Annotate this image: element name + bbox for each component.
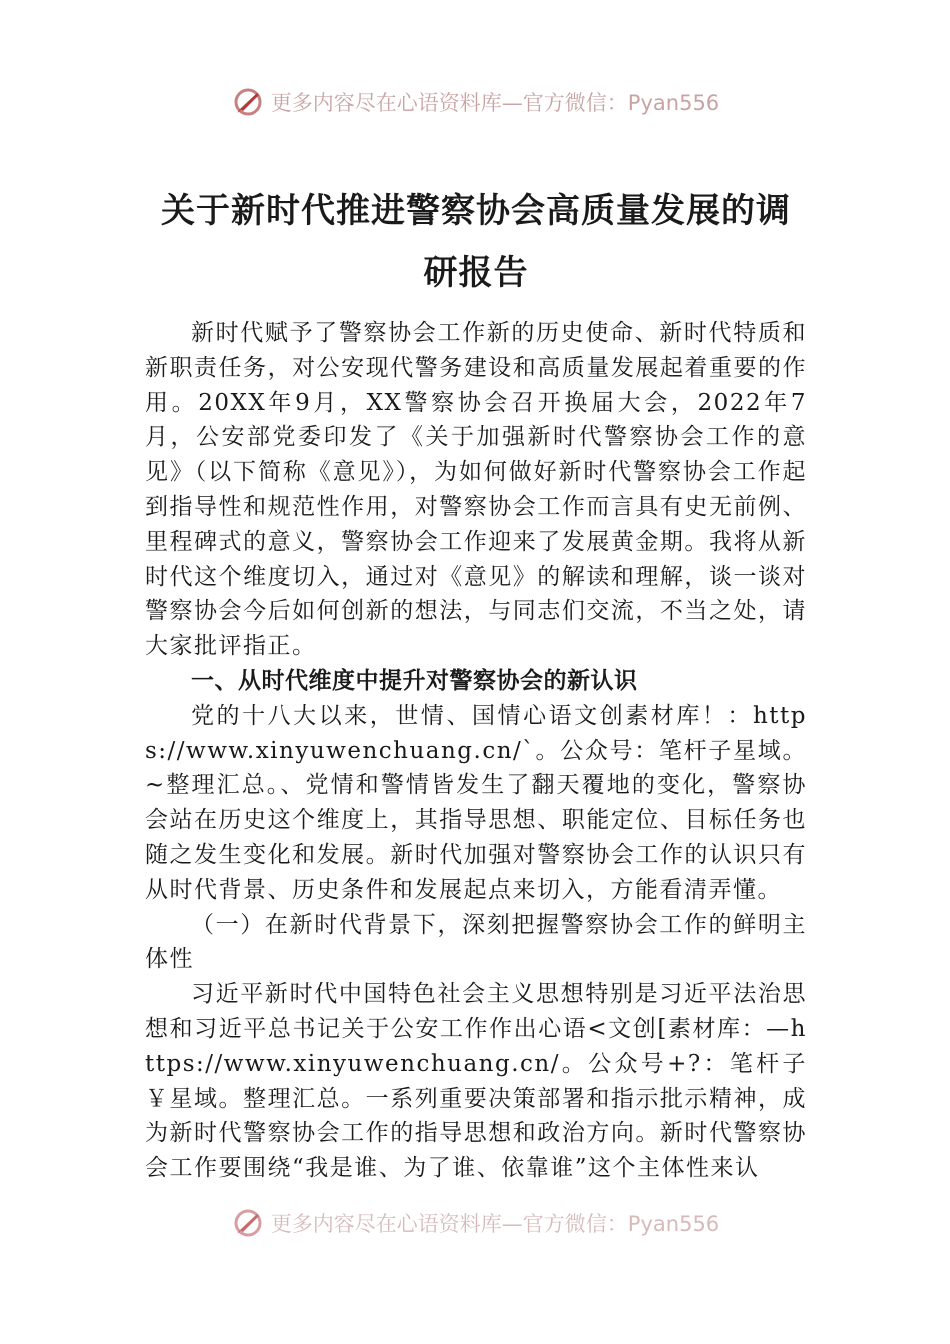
- watermark-header: [0, 82, 950, 122]
- document-title: 关于新时代推进警察协会高质量发展的调研报告: [161, 191, 791, 293]
- watermark-text: 更多内容尽在心语资料库—官方微信：Pyan556: [270, 91, 720, 115]
- watermark-text: 更多内容尽在心语资料库—官方微信：Pyan556: [270, 1212, 720, 1236]
- intro-paragraph: 新时代赋予了警察协会工作新的历史使命、新时代特质和新职责任务，对公安现代警务建设和高质量发展起着重要的作用。20XX年9月，XX警察协会召开换届大会，2022年7月，公安部党委印发了《关于加强新时代警察协会工作的意见》（以下简称《意见》），为如何做好新时代警察协会工作起到指导性和规范性作用，对警察协会工作而言具有史无前例、里程碑式的意义，警察协会工作迎来了发展黄金期。我将从新时代这个维度切入，通过对《意见》的解读和理解，谈一谈对警察协会今后如何创新的想法，与同志们交流，不当之处，请大家批评指正。: [145, 320, 807, 660]
- section-heading-1: 一、从时代维度中提升对警察协会的新认识: [191, 667, 638, 694]
- subsection-heading-1: （一）在新时代背景下，深刻把握警察协会工作的鲜明主体性: [145, 911, 807, 973]
- watermark-footer: [0, 1203, 950, 1243]
- subsection-1-paragraph: 习近平新时代中国特色社会主义思想特别是习近平法治思想和习近平总书记关于公安工作作出心语<文创[素材库：—https://www.xinyuwenchuang.cn/。公众号+?：笔杆子￥星域。整理汇总。一系列重要决策部署和指示批示精神，成为新时代警察协会工作的指导思想和政治方向。新时代警察协会工作要围绕“我是谁、为了谁、依靠谁”这个主体性来认: [145, 981, 807, 1182]
- section-1-paragraph: 党的十八大以来，世情、国情心语文创素材库！：https://www.xinyuwenchuang.cn/`。公众号：笔杆子星域。~整理汇总。、党情和警情皆发生了翻天覆地的变化，警察协会站在历史这个维度上，其指导思想、职能定位、目标任务也随之发生变化和发展。新时代加强对警察协会工作的认识只有从时代背景、历史条件和发展起点来切入，方能看清弄懂。: [145, 702, 807, 903]
- brand-logo-icon: [231, 1206, 265, 1240]
- brand-logo-icon: [231, 85, 265, 119]
- document-body: [145, 316, 807, 1186]
